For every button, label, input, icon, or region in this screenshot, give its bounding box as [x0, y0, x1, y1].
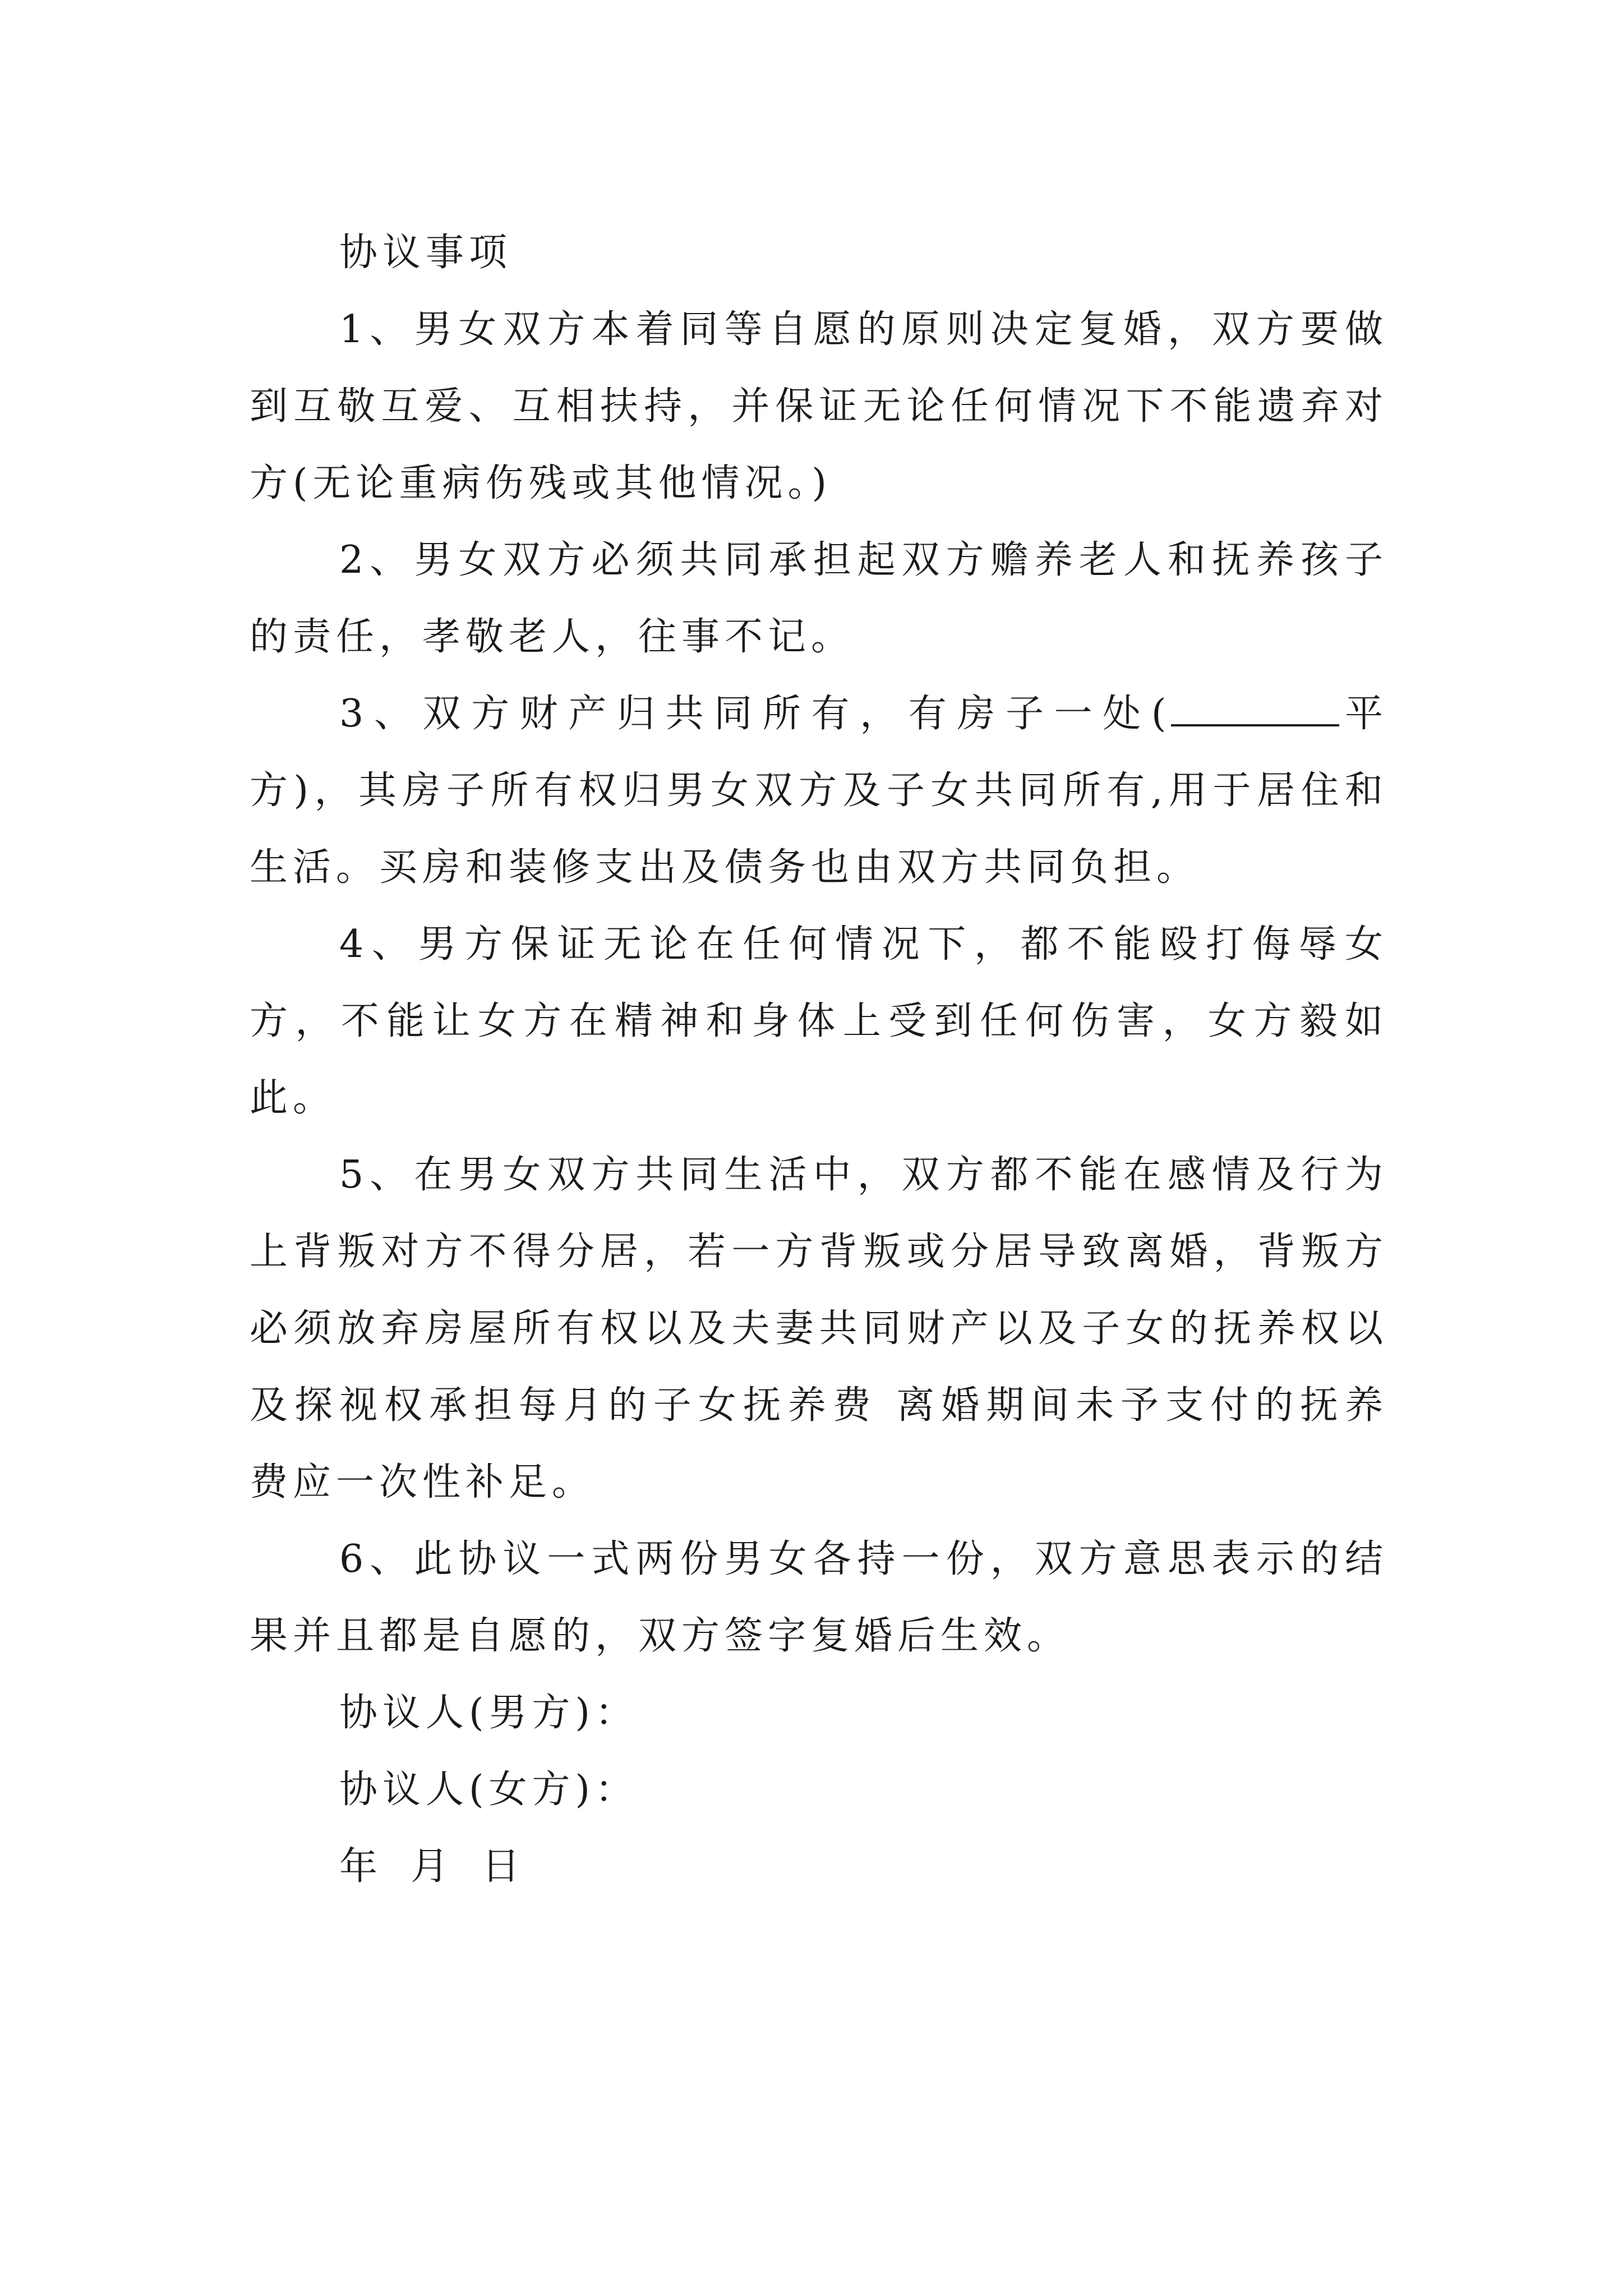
clause-5: 5、在男女双方共同生活中，双方都不能在感情及行为上背叛对方不得分居，若一方背叛或分居导致离婚，背叛方必须放弃房屋所有权以及夫妻共同财产以及子女的抚养权以及探视权承担每月的子女抚养费 离婚期间未予支付的抚养费应一次性补足。: [250, 1153, 1388, 1504]
clause-6: 6、此协议一式两份男女各持一份，双方意思表示的结果并且都是自愿的，双方签字复婚后生效。: [250, 1537, 1388, 1658]
clause-2: 2、男女双方必须共同承担起双方赡养老人和抚养孩子的责任，孝敬老人，往事不记。: [250, 538, 1388, 659]
date-year: 年: [339, 1844, 383, 1889]
document-body: [250, 214, 1388, 1905]
date-month: 月: [411, 1844, 454, 1889]
area-fill-blank[interactable]: [1171, 686, 1339, 726]
signer-male-line: 协议人(男方)：: [339, 1691, 639, 1735]
signer-female-line: 协议人(女方)：: [339, 1768, 639, 1812]
date-line: [250, 1828, 1388, 1905]
date-day: 日: [482, 1844, 525, 1889]
clause-4: 4、男方保证无论在任何情况下，都不能殴打侮辱女方，不能让女方在精神和身体上受到任何伤害，女方毅如此。: [250, 922, 1388, 1120]
clause-3: [250, 675, 1388, 906]
section-heading: 协议事项: [339, 231, 513, 275]
clause-3-lead: 3、双方财产归共同所有，有房子一处(: [339, 692, 1172, 736]
clause-3-rest: 平方)，其房子所有权归男女双方及子女共同所有,用于居住和生活。买房和装修支出及债务也由双方共同负担。: [250, 692, 1388, 890]
clause-1: 1、男女双方本着同等自愿的原则决定复婚，双方要做到互敬互爱、互相扶持，并保证无论任何情况下不能遗弃对方(无论重病伤残或其他情况。): [250, 307, 1388, 505]
